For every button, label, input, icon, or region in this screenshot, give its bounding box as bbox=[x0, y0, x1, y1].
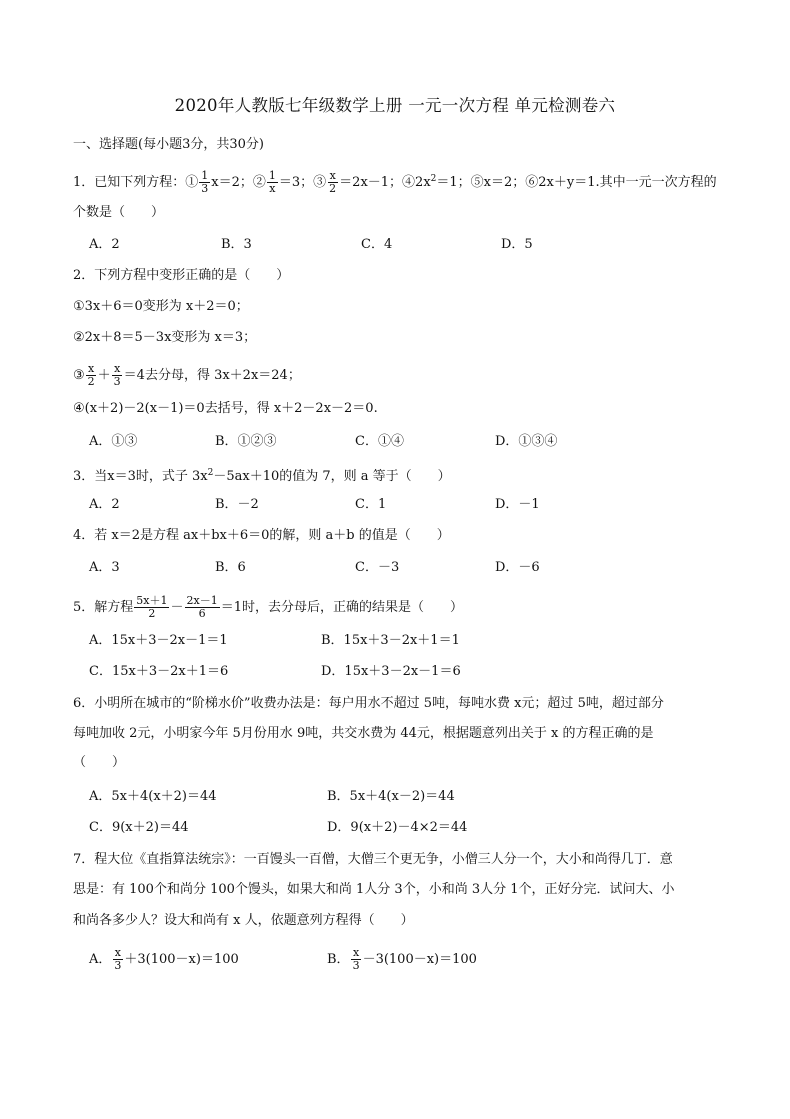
q3-option-b[interactable]: B．－2 bbox=[215, 497, 259, 512]
q2-statement-1: ①3x＋6＝0变形为 x＋2＝0； bbox=[73, 299, 249, 314]
q3-option-a[interactable]: A．2 bbox=[89, 497, 120, 512]
question-5-stem bbox=[73, 595, 463, 620]
q6-option-c[interactable]: C．9(x＋2)＝44 bbox=[89, 820, 189, 835]
q2-s3-prefix: ③ bbox=[73, 368, 85, 383]
question-7-line-1: 7．程大位《直指算法统宗》：一百馒头一百僧，大僧三个更无争，小僧三人分一个，大小和尚得几丁．意 bbox=[73, 852, 673, 867]
q1-option-b[interactable]: B．3 bbox=[221, 237, 252, 252]
q3-option-c[interactable]: C．1 bbox=[355, 497, 387, 512]
q1-text-2: x＝2；② bbox=[211, 175, 266, 190]
q1-f1-numerator: 1 bbox=[201, 169, 209, 182]
q5-minus: － bbox=[170, 600, 184, 615]
q1-text-1: 1．已知下列方程：① bbox=[73, 175, 199, 190]
q1-text-4: ＝2x－1；④2x bbox=[339, 175, 431, 190]
q1-f1-denominator: 3 bbox=[201, 182, 209, 195]
q7-oa-fraction bbox=[112, 947, 123, 972]
section-heading: 一、选择题(每小题3分，共30分) bbox=[73, 137, 264, 152]
q4-option-d[interactable]: D．－6 bbox=[495, 560, 540, 575]
q1-f2-denominator: x bbox=[269, 182, 276, 195]
q7-ob-prefix: B． bbox=[327, 952, 350, 967]
q5-f1-numerator: 5x＋1 bbox=[136, 594, 168, 607]
q1-fraction-3 bbox=[327, 170, 338, 195]
q7-ob-denominator: 3 bbox=[352, 959, 360, 972]
q1-f3-denominator: 2 bbox=[329, 182, 337, 195]
q2-s3-f1-denominator: 2 bbox=[87, 375, 95, 388]
q3-superscript: 2 bbox=[207, 468, 214, 478]
question-6-line-2: 每吨加收 2元，小明家今年 5月份用水 9吨，共交水费为 44元，根据题意列出关于 x 的方程正确的是 bbox=[73, 726, 654, 741]
question-3-stem bbox=[73, 464, 451, 486]
q5-f1-denominator: 2 bbox=[148, 607, 156, 620]
q2-option-d[interactable]: D．①③④ bbox=[495, 434, 558, 449]
q1-f3-numerator: x bbox=[329, 169, 336, 182]
q7-option-b[interactable] bbox=[327, 947, 477, 972]
question-6-line-3: （ ） bbox=[73, 755, 126, 770]
q2-s3-f2-denominator: 3 bbox=[113, 375, 121, 388]
q4-option-c[interactable]: C．－3 bbox=[355, 560, 400, 575]
q7-oa-numerator: x bbox=[114, 946, 121, 959]
question-2-stem: 2．下列方程中变形正确的是（ ） bbox=[73, 268, 290, 283]
q3-text-1: 3．当x＝3时，式子 3x bbox=[73, 469, 208, 484]
q2-s3-fraction-2 bbox=[112, 363, 123, 388]
q1-fraction-2 bbox=[267, 170, 278, 195]
q2-s3-fraction-1 bbox=[86, 363, 97, 388]
q1-text-3: ＝3；③ bbox=[278, 175, 327, 190]
q7-option-a[interactable] bbox=[89, 947, 239, 972]
q1-option-c[interactable]: C．4 bbox=[361, 237, 393, 252]
q4-option-b[interactable]: B．6 bbox=[215, 560, 246, 575]
q2-s3-plus: ＋ bbox=[97, 368, 111, 383]
q5-text-1: 5．解方程 bbox=[73, 600, 134, 615]
q1-fraction-1 bbox=[199, 170, 210, 195]
q1-option-a[interactable]: A．2 bbox=[89, 237, 120, 252]
q2-option-b[interactable]: B．①②③ bbox=[215, 434, 277, 449]
q1-option-d[interactable]: D．5 bbox=[501, 237, 533, 252]
q2-option-a[interactable]: A．①③ bbox=[89, 434, 138, 449]
q5-f2-numerator: 2x－1 bbox=[186, 594, 218, 607]
question-1-stem bbox=[73, 170, 717, 195]
question-1-line-2: 个数是（ ） bbox=[73, 205, 165, 220]
q7-oa-rest: ＋3(100－x)＝100 bbox=[124, 952, 239, 967]
q7-oa-prefix: A． bbox=[89, 952, 112, 967]
q3-option-d[interactable]: D．－1 bbox=[495, 497, 540, 512]
q7-oa-denominator: 3 bbox=[114, 959, 122, 972]
q5-fraction-2 bbox=[185, 595, 220, 620]
q6-option-a[interactable]: A．5x＋4(x＋2)＝44 bbox=[89, 789, 217, 804]
q1-superscript: 2 bbox=[430, 174, 437, 184]
q6-option-d[interactable]: D．9(x＋2)－4×2＝44 bbox=[327, 820, 468, 835]
q2-s3-f2-numerator: x bbox=[114, 362, 121, 375]
q1-f2-numerator: 1 bbox=[268, 169, 276, 182]
q2-statement-2: ②2x＋8＝5－3x变形为 x＝3； bbox=[73, 330, 257, 345]
q2-statement-4: ④(x＋2)－2(x－1)＝0去括号，得 x＋2－2x－2＝0. bbox=[73, 401, 378, 416]
q5-f2-denominator: 6 bbox=[198, 607, 206, 620]
q7-ob-numerator: x bbox=[352, 946, 360, 959]
q2-statement-3 bbox=[73, 363, 301, 388]
q2-s3-f1-numerator: x bbox=[88, 362, 95, 375]
q5-option-d[interactable]: D．15x＋3－2x－1＝6 bbox=[321, 664, 461, 679]
q2-s3-rest: ＝4去分母，得 3x＋2x＝24； bbox=[123, 368, 301, 383]
question-7-line-3: 和尚各多少人？设大和尚有 x 人，依题意列方程得（ ） bbox=[73, 913, 414, 928]
q5-option-c[interactable]: C．15x＋3－2x＋1＝6 bbox=[89, 664, 229, 679]
page-title: 2020年人教版七年级数学上册 一元一次方程 单元检测卷六 bbox=[174, 96, 616, 115]
question-6-line-1: 6．小明所在城市的“阶梯水价”收费办法是：每户用水不超过 5吨，每吨水费 x元；超过 5吨，超过部分 bbox=[73, 696, 664, 711]
q2-option-c[interactable]: C．①④ bbox=[355, 434, 404, 449]
q4-option-a[interactable]: A．3 bbox=[89, 560, 120, 575]
q5-option-b[interactable]: B．15x＋3－2x＋1＝1 bbox=[321, 633, 460, 648]
q5-option-a[interactable]: A．15x＋3－2x－1＝1 bbox=[89, 633, 228, 648]
question-7-line-2: 思是：有 100个和尚分 100个馒头，如果大和尚 1人分 3个，小和尚 3人分 1个，正好分完．试问大、小 bbox=[73, 882, 675, 897]
q3-text-2: －5ax＋10的值为 7，则 a 等于（ ） bbox=[213, 469, 451, 484]
q7-ob-rest: －3(100－x)＝100 bbox=[362, 952, 477, 967]
q1-text-5: ＝1；⑤x＝2；⑥2x＋y＝1.其中一元一次方程的 bbox=[436, 175, 717, 190]
q5-text-2: ＝1时，去分母后，正确的结果是（ ） bbox=[220, 600, 463, 615]
q5-fraction-1 bbox=[134, 595, 169, 620]
question-4-stem: 4．若 x＝2是方程 ax＋bx＋6＝0的解，则 a＋b 的值是（ ） bbox=[73, 528, 450, 543]
q6-option-b[interactable]: B．5x＋4(x－2)＝44 bbox=[327, 789, 455, 804]
q7-ob-fraction bbox=[351, 947, 362, 972]
